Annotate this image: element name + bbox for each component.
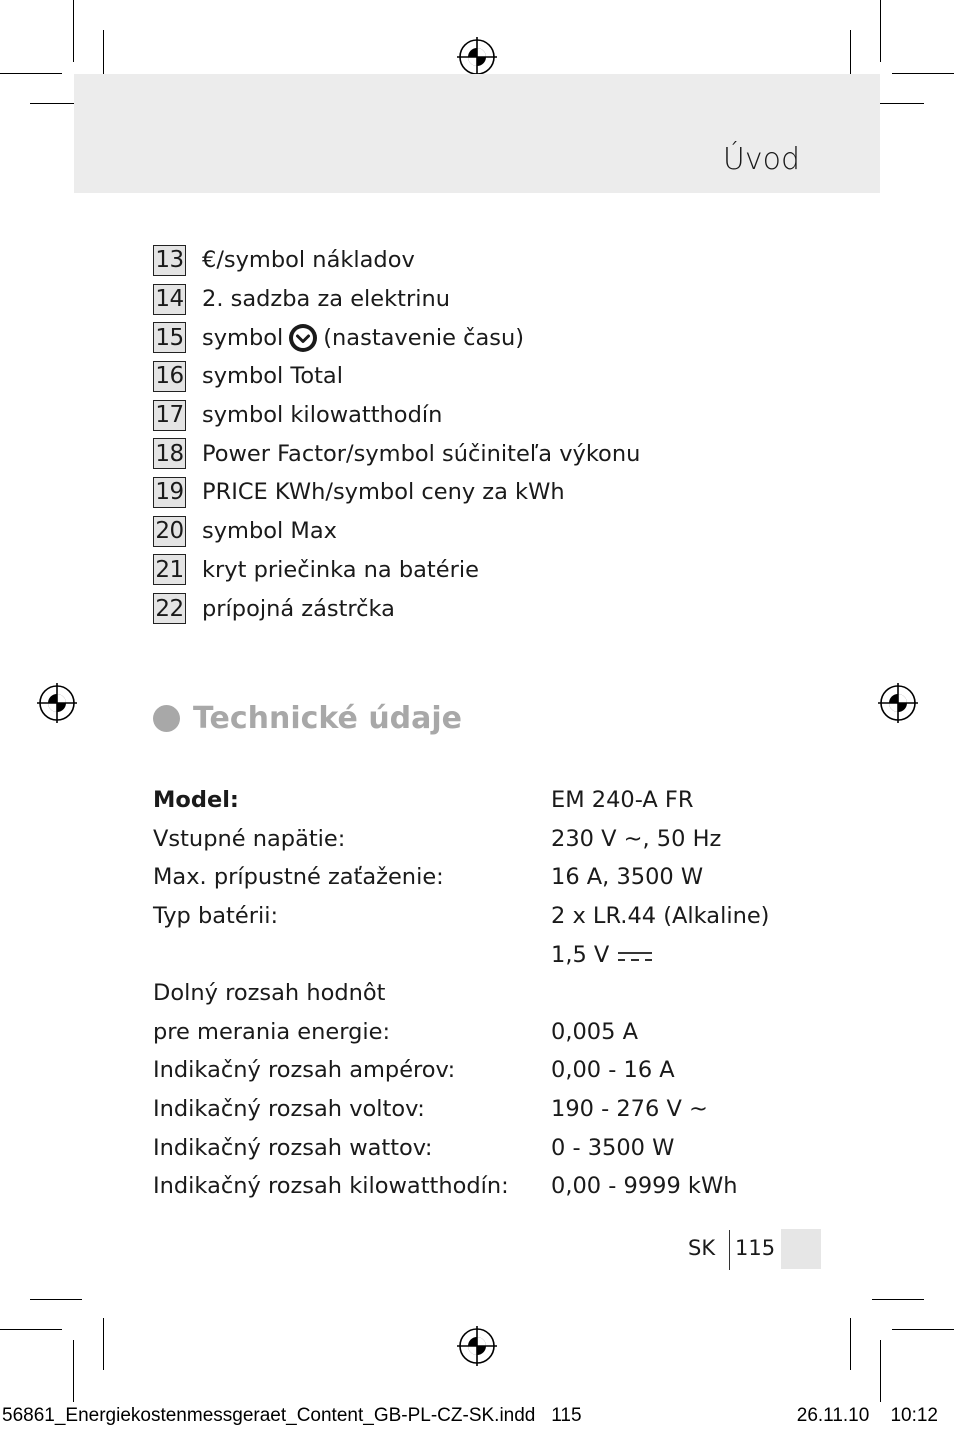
item-text: 2. sadzba za elektrinu	[202, 286, 451, 313]
spec-value: 0,005 A	[551, 1018, 638, 1045]
spec-label: Indikačný rozsah voltov:	[153, 1096, 425, 1123]
spec-value: 230 V ~, 50 Hz	[551, 825, 722, 852]
spec-value: 0,00 - 9999 kWh	[551, 1173, 738, 1200]
page-number: 115	[735, 1236, 776, 1260]
spec-label: pre merania energie:	[153, 1018, 391, 1045]
spec-label: Vstupné napätie:	[153, 825, 346, 852]
registration-mark-icon	[878, 683, 918, 723]
registration-mark-icon	[457, 1326, 497, 1366]
slug-file-info	[2, 1405, 582, 1427]
item-text: PRICE KWh/symbol ceny za kWh	[202, 479, 565, 506]
spec-label: Max. prípustné zaťaženie:	[153, 864, 444, 891]
item-number: 22	[153, 593, 186, 624]
item-number: 20	[153, 516, 186, 547]
bullet-icon	[153, 705, 180, 732]
item-text-after: (nastavenie času)	[323, 324, 525, 351]
spec-label: Indikačný rozsah kilowatthodín:	[153, 1173, 509, 1200]
list-item	[153, 512, 773, 551]
list-item	[153, 434, 773, 473]
registration-mark-icon	[457, 37, 497, 77]
spec-value-text: 1,5 V	[551, 941, 610, 968]
footer-divider	[729, 1230, 730, 1270]
spec-row	[153, 897, 833, 936]
spec-row	[153, 820, 833, 859]
footer-language: SK	[688, 1236, 716, 1260]
spec-label: Model:	[153, 787, 239, 814]
parts-list	[153, 241, 773, 628]
list-item	[153, 589, 773, 628]
spec-label: Indikačný rozsah ampérov:	[153, 1057, 456, 1084]
spec-row	[153, 1167, 833, 1206]
spec-row	[153, 1128, 833, 1167]
section-heading	[153, 701, 462, 736]
spec-value: 16 A, 3500 W	[551, 864, 704, 891]
spec-value: 190 - 276 V ~	[551, 1096, 708, 1123]
item-text: symbol kilowatthodín	[202, 402, 443, 429]
slug-page: 115	[551, 1405, 582, 1426]
list-item	[153, 280, 773, 319]
item-number: 17	[153, 400, 186, 431]
item-number: 13	[153, 245, 186, 276]
spec-row	[153, 935, 833, 974]
list-item	[153, 241, 773, 280]
slug-date: 26.11.10	[796, 1405, 870, 1426]
list-item	[153, 357, 773, 396]
section-title: Technické údaje	[193, 701, 463, 736]
item-text: kryt priečinka na batérie	[202, 556, 479, 583]
spec-value: 0 - 3500 W	[551, 1134, 675, 1161]
item-number: 16	[153, 361, 186, 392]
spec-row	[153, 781, 833, 820]
item-number: 19	[153, 477, 186, 508]
spec-row	[153, 974, 833, 1013]
item-text-before: symbol	[202, 324, 284, 351]
spec-row	[153, 1090, 833, 1129]
item-text: €/symbol nákladov	[202, 247, 415, 274]
slug-file: 56861_Energiekostenmessgeraet_Content_GB-PL-CZ-SK.indd	[2, 1405, 536, 1426]
list-item	[153, 396, 773, 435]
item-text	[202, 324, 524, 352]
slug-time: 10:12	[890, 1405, 938, 1426]
item-text: symbol Max	[202, 518, 337, 545]
footer-tab-box	[781, 1229, 821, 1269]
slug-timestamp	[797, 1405, 938, 1427]
item-text: prípojná zástrčka	[202, 595, 395, 622]
spec-row	[153, 1051, 833, 1090]
spec-row	[153, 1013, 833, 1052]
spec-value: EM 240-A FR	[551, 787, 694, 814]
clock-icon	[289, 324, 317, 352]
item-number: 14	[153, 284, 186, 315]
spec-label: Indikačný rozsah wattov:	[153, 1134, 433, 1161]
page-title: Úvod	[722, 142, 800, 177]
item-number: 15	[153, 322, 186, 353]
spec-value: 0,00 - 16 A	[551, 1057, 675, 1084]
spec-label: Typ batérii:	[153, 903, 279, 930]
dc-symbol-icon	[617, 949, 653, 963]
spec-value	[551, 942, 653, 968]
spec-value: 2 x LR.44 (Alkaline)	[551, 903, 770, 930]
list-item	[153, 473, 773, 512]
spec-label: Dolný rozsah hodnôt	[153, 980, 386, 1007]
item-number: 18	[153, 438, 186, 469]
item-text: symbol Total	[202, 363, 343, 390]
item-text: Power Factor/symbol súčiniteľa výkonu	[202, 440, 641, 467]
specs-table	[153, 781, 833, 1206]
spec-row	[153, 858, 833, 897]
item-number: 21	[153, 554, 186, 585]
registration-mark-icon	[37, 683, 77, 723]
list-item	[153, 318, 773, 357]
list-item	[153, 551, 773, 590]
